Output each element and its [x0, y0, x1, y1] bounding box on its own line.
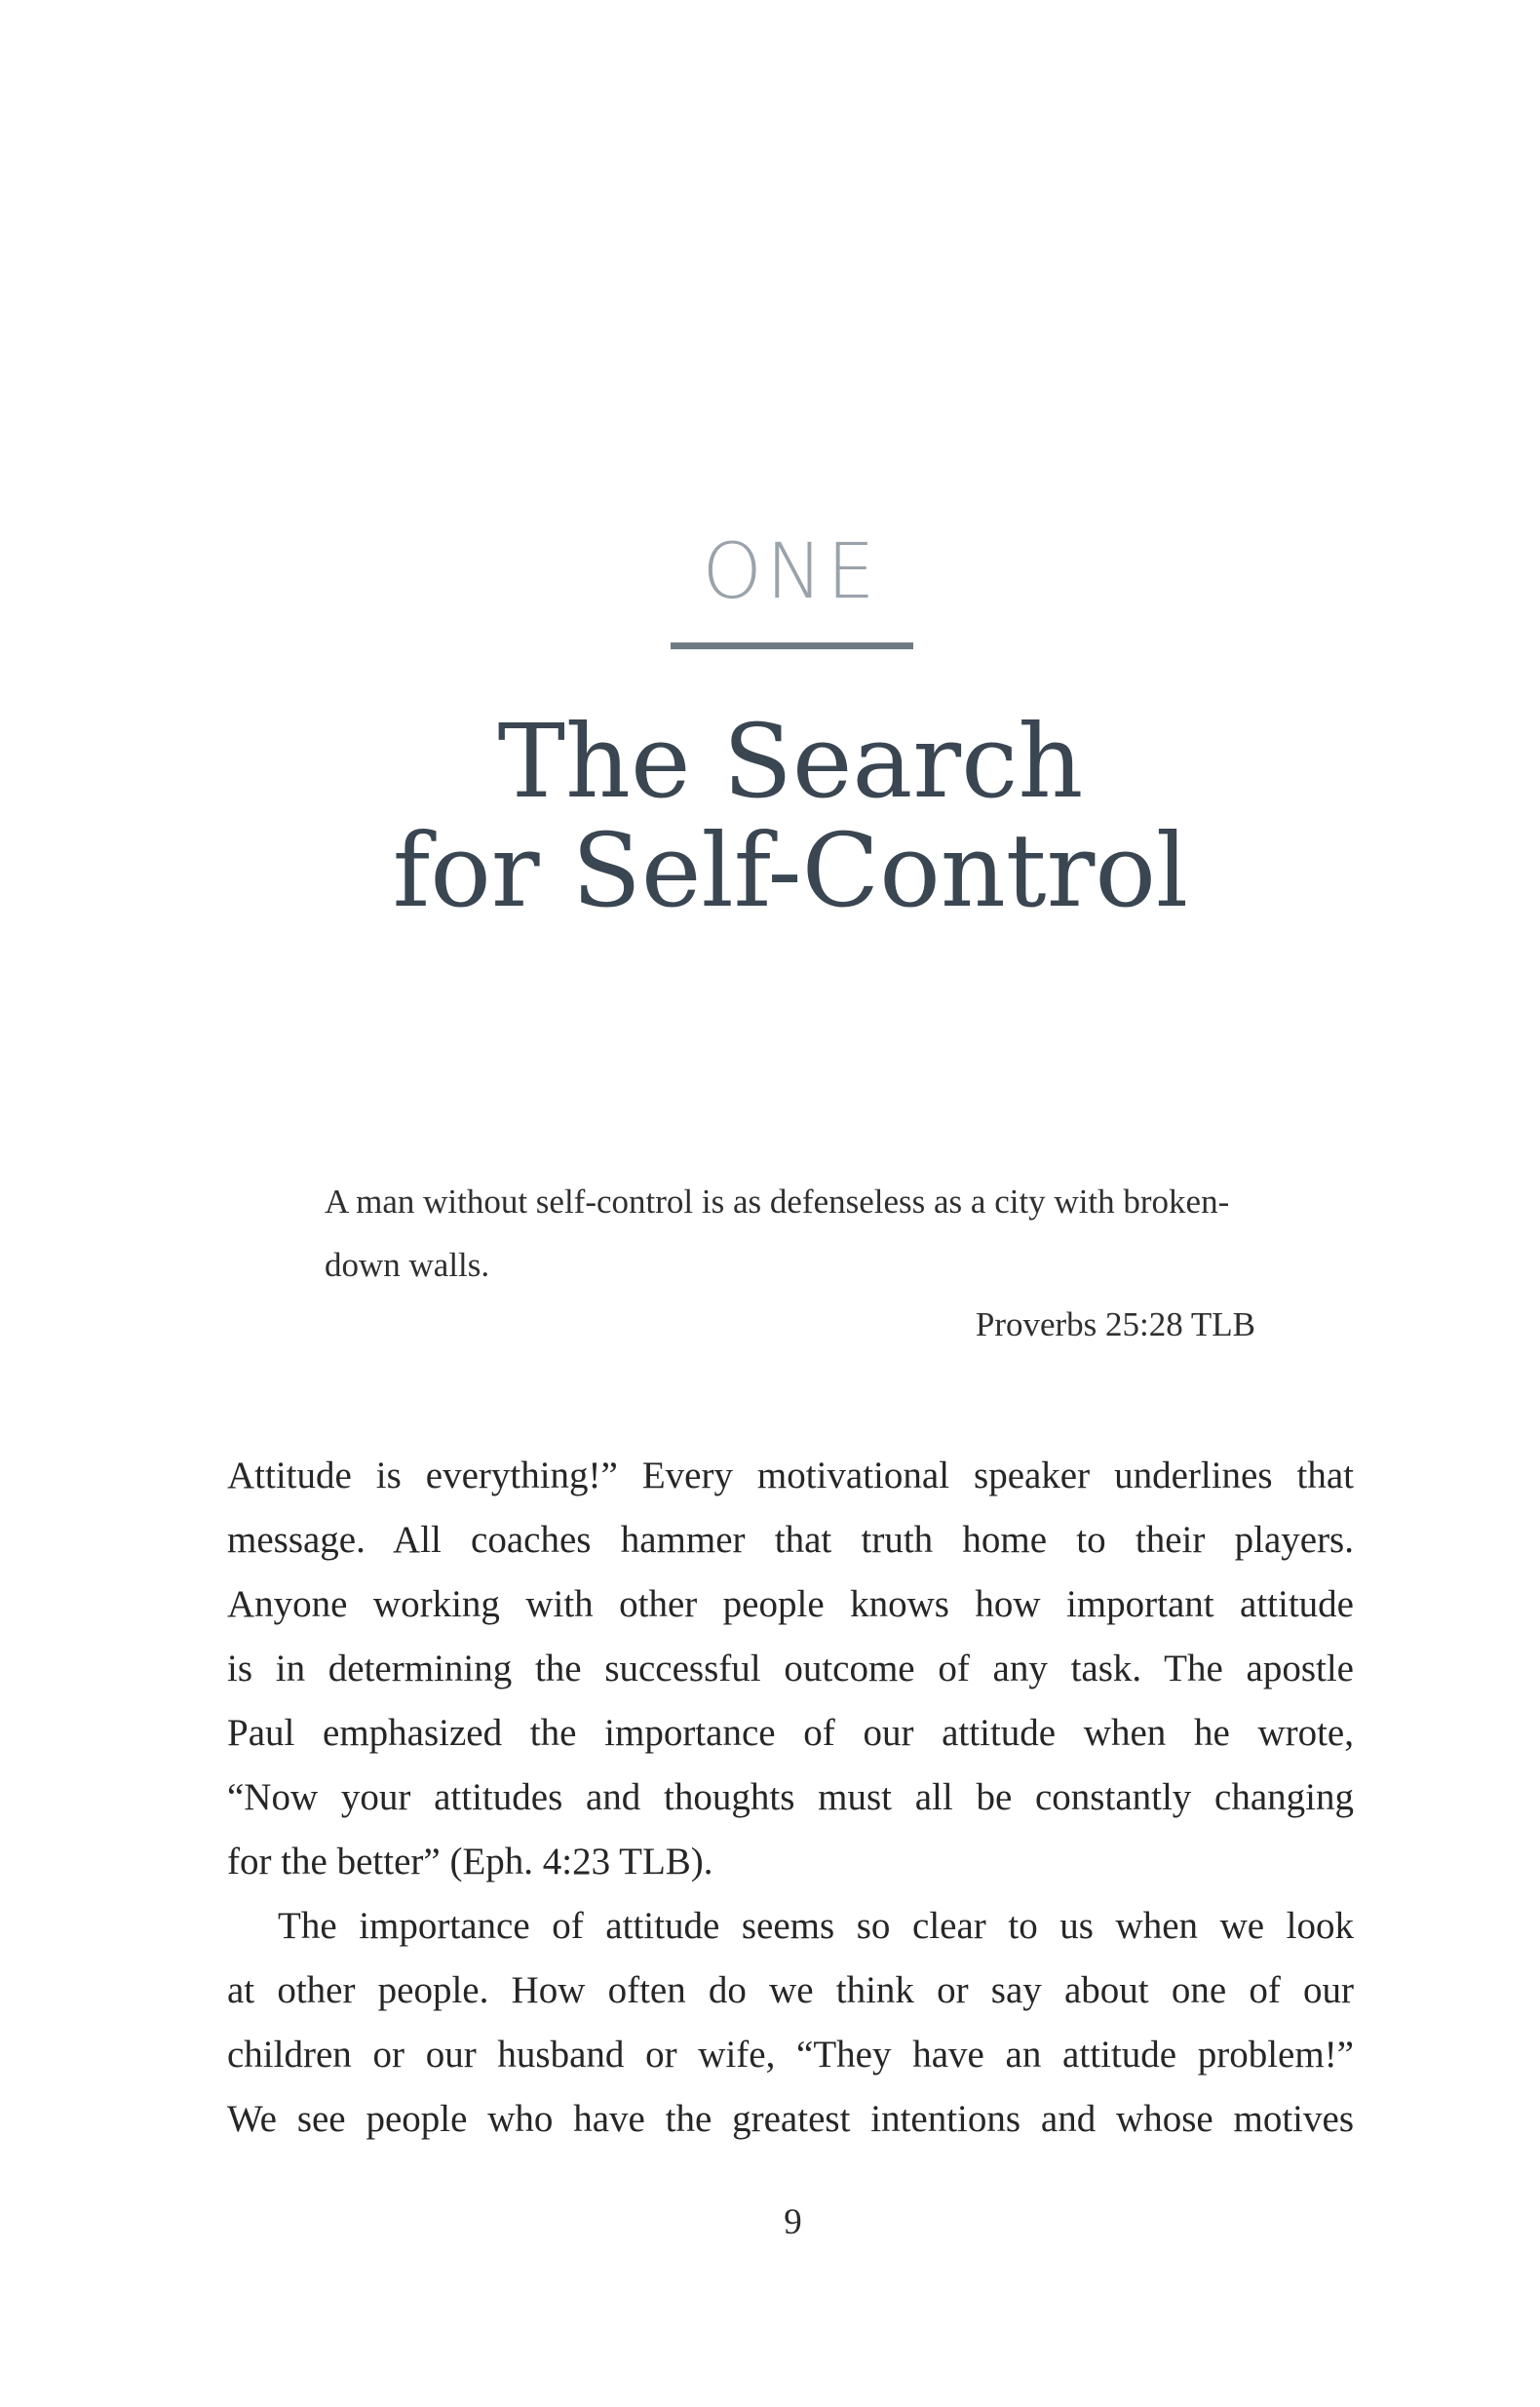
- body-line: at other people. How often do we think or say about one of our: [227, 1969, 1354, 2011]
- body-line: The importance of attitude seems so clear to us when we look: [278, 1905, 1354, 1947]
- body-line: Attitude is everything!” Every motivational speaker underlines that: [227, 1455, 1354, 1496]
- body-line: is in determining the successful outcome of any task. The apostle: [227, 1648, 1354, 1689]
- body-line: message. All coaches hammer that truth home to their players.: [227, 1519, 1354, 1561]
- chapter-divider-rule: [671, 642, 913, 649]
- chapter-title: [0, 702, 1540, 930]
- body-line: for the better” (Eph. 4:23 TLB).: [227, 1841, 713, 1883]
- page-number: 9: [784, 2202, 802, 2242]
- body-line: Paul emphasized the importance of our attitude when he wrote,: [227, 1712, 1354, 1754]
- body-line: Anyone working with other people knows how important attitude: [227, 1583, 1354, 1625]
- body-line: We see people who have the greatest intentions and whose motives: [227, 2098, 1354, 2140]
- chapter-title-line-2: for Self-Control: [392, 811, 1189, 930]
- body-line: “Now your attitudes and thoughts must all be constantly changing: [227, 1776, 1354, 1818]
- epigraph-citation: Proverbs 25:28 TLB: [975, 1305, 1255, 1343]
- chapter-number: ONE: [702, 528, 879, 616]
- epigraph-quote: A man without self-control is as defenseless as a city with broken-down walls.: [325, 1183, 1230, 1284]
- body-text: [227, 1444, 1354, 2152]
- body-line: children or our husband or wife, “They have an attitude problem!”: [227, 2034, 1354, 2076]
- chapter-title-line-1: The Search: [497, 702, 1084, 821]
